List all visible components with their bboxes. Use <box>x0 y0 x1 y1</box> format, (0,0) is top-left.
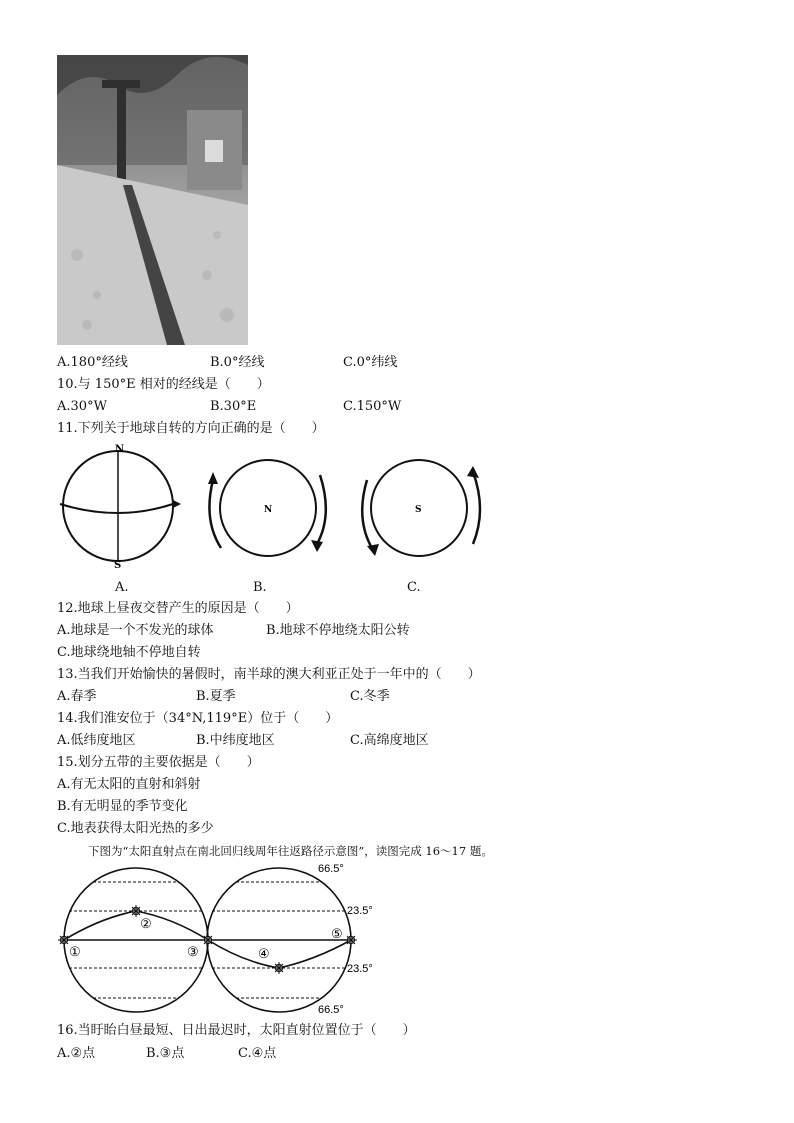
q10-option-b: B.30°E <box>210 399 257 414</box>
q10-option-a: A.30°W <box>57 399 107 414</box>
q11-stem: 11.下列关于地球自转的方向正确的是（ ） <box>57 421 325 436</box>
lat-label-south-tropic: 23.5° <box>347 963 373 975</box>
q9-option-b: B.0°经线 <box>210 355 265 370</box>
q14-option-a: A.低纬度地区 <box>57 733 136 748</box>
point-2-label: ② <box>140 917 152 932</box>
q13-option-b: B.夏季 <box>196 689 236 704</box>
q12-option-b: B.地球不停地绕太阳公转 <box>266 623 410 638</box>
sun-path-diagram <box>55 858 385 1018</box>
q13-stem: 13.当我们开始愉快的暑假时，南半球的澳大利亚正处于一年中的（ ） <box>57 667 481 682</box>
diagram-intro: 下图为“太阳直射点在南北回归线周年往返路径示意图”，读图完成 16～17 题。 <box>88 844 493 858</box>
q9-option-a: A.180°经线 <box>57 355 128 370</box>
q15-option-a: A.有无太阳的直射和斜射 <box>57 777 201 792</box>
q12-option-c: C.地球绕地轴不停地自转 <box>57 645 201 660</box>
figure-b-center-label: N <box>264 505 273 515</box>
q11-option-a: A. <box>115 580 129 595</box>
q14-option-c: C.高绵度地区 <box>350 733 429 748</box>
q15-option-b: B.有无明显的季节变化 <box>57 799 188 814</box>
q10-stem: 10.与 150°E 相对的经线是（ ） <box>57 377 270 392</box>
q14-stem: 14.我们淮安位于（34°N,119°E）位于（ ） <box>57 711 339 726</box>
point-4-label: ④ <box>258 947 270 962</box>
q13-option-c: C.冬季 <box>350 689 390 704</box>
lat-label-north-tropic: 23.5° <box>347 905 373 917</box>
q16-option-c: C.④点 <box>238 1046 277 1061</box>
q15-stem: 15.划分五带的主要依据是（ ） <box>57 755 260 770</box>
point-1-label: ① <box>69 945 81 960</box>
q16-option-a: A.②点 <box>57 1046 96 1061</box>
q12-stem: 12.地球上昼夜交替产生的原因是（ ） <box>57 601 299 616</box>
q16-stem: 16.当盱眙白昼最短、日出最迟时，太阳直射位置位于（ ） <box>57 1023 416 1038</box>
photo-illustration <box>57 55 248 345</box>
sundial-photo <box>57 55 248 345</box>
figure-a-globe <box>60 451 181 561</box>
q12-option-a: A.地球是一个不发光的球体 <box>57 623 214 638</box>
q13-option-a: A.春季 <box>57 689 97 704</box>
lat-label-north-arctic: 66.5° <box>318 863 344 875</box>
figure-a-north-label: N <box>115 444 125 455</box>
q9-option-c: C.0°纬线 <box>343 355 398 370</box>
q16-option-b: B.③点 <box>146 1046 185 1061</box>
figure-c-center-label: S <box>415 505 422 515</box>
figure-a-south-label: S <box>114 560 122 571</box>
q11-option-c: C. <box>407 580 421 595</box>
lat-label-south-arctic: 66.5° <box>318 1004 344 1016</box>
point-5-label: ⑤ <box>331 927 343 942</box>
q11-option-b: B. <box>253 580 267 595</box>
point-3-label: ③ <box>187 945 199 960</box>
q10-option-c: C.150°W <box>343 399 402 414</box>
rotation-figures <box>55 440 495 575</box>
q15-option-c: C.地表获得太阳光热的多少 <box>57 821 214 836</box>
q14-option-b: B.中纬度地区 <box>196 733 275 748</box>
